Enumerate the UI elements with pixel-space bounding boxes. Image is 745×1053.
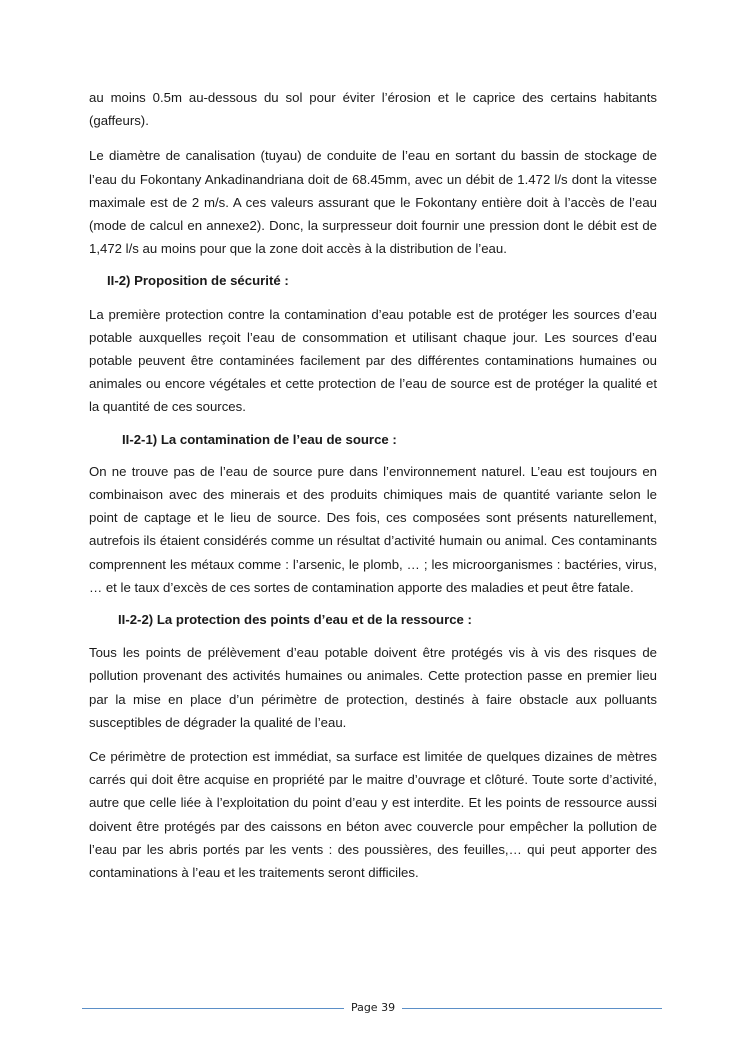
- subsection-heading-contamination: II-2-1) La contamination de l’eau de source :: [122, 431, 397, 447]
- paragraph-perimeter: Ce périmètre de protection est immédiat, sa surface est limitée de quelques dizaines de mètres carrés qui doit être acquise en propriété par le maitre d’ouvrage et clôturé. Toute sorte d’activité, autre que celle liée à l’exploitation du point d’eau y est interdite. Et les points de ressource aussi doivent être protégés par des caissons en béton avec couvercle pour empêcher la pollution de l’eau par les abris portés par les vents : des poussières, des feuilles,… qui peut apporter des contaminations à l’eau et les traitements seront difficiles.: [89, 749, 657, 881]
- section-heading-security: II-2) Proposition de sécurité :: [107, 273, 289, 289]
- paragraph-protection-points: Tous les points de prélèvement d’eau potable doivent être protégés vis à vis des risques de pollution provenant des activités humaines ou animales. Cette protection passe en premier lieu par la mise en place d’un périmètre de protection, destinés à faire obstacle aux polluants susceptibles de dégrader la qualité de l’eau.: [89, 645, 657, 730]
- subsection-heading-protection-points: II-2-2) La protection des points d’eau et de la ressource :: [118, 612, 472, 628]
- page-number: Page 39: [350, 1001, 396, 1014]
- page-content: [89, 86, 657, 884]
- paragraph-contamination: On ne trouve pas de l’eau de source pure dans l’environnement naturel. L’eau est toujours en combinaison avec des minerais et des produits chimiques mais de quantité variante selon le point de captage et le lieu de source. Des fois, ces composées sont présents naturellement, autrefois ils étaient considérés comme un résultat d’activité humain ou animal. Ces contaminants comprennent les métaux comme : l’arsenic, le plomb, … ; les microorganismes : bactéries, virus, … et le taux d’excès de ces sortes de contamination apporte des maladies et peut être fatale.: [89, 463, 657, 595]
- paragraph-pipe-diameter: Le diamètre de canalisation (tuyau) de conduite de l’eau en sortant du bassin de stockage de l’eau du Fokontany Ankadinandriana doit de 68.45mm, avec un débit de 1.472 l/s dont la vitesse maximale est de 2 m/s. A ces valeurs assurant que le Fokontany entière doit à l’accès de l’eau (mode de calcul en annexe2). Donc, la surpresseur doit fournir une pression dont le débit est de 1,472 l/s au moins pour que la zone doit accès à la distribution de l’eau.: [89, 148, 657, 257]
- paragraph-continuation: au moins 0.5m au-dessous du sol pour éviter l’érosion et le caprice des certains habitants (gaffeurs).: [89, 90, 657, 129]
- footer-rule-left: [82, 1008, 344, 1009]
- page-footer: [82, 998, 662, 1018]
- footer-rule-right: [402, 1008, 662, 1009]
- paragraph-protection-sources: La première protection contre la contamination d’eau potable est de protéger les sources d’eau potable auxquelles reçoit l’eau de consommation et utilisant chaque jour. Les sources d’eau potable peuvent être contaminées facilement par des différentes contaminations humaines ou animales ou encore végétales et cette protection de l’eau de source est de protéger la qualité et la quantité de ces sources.: [89, 306, 657, 415]
